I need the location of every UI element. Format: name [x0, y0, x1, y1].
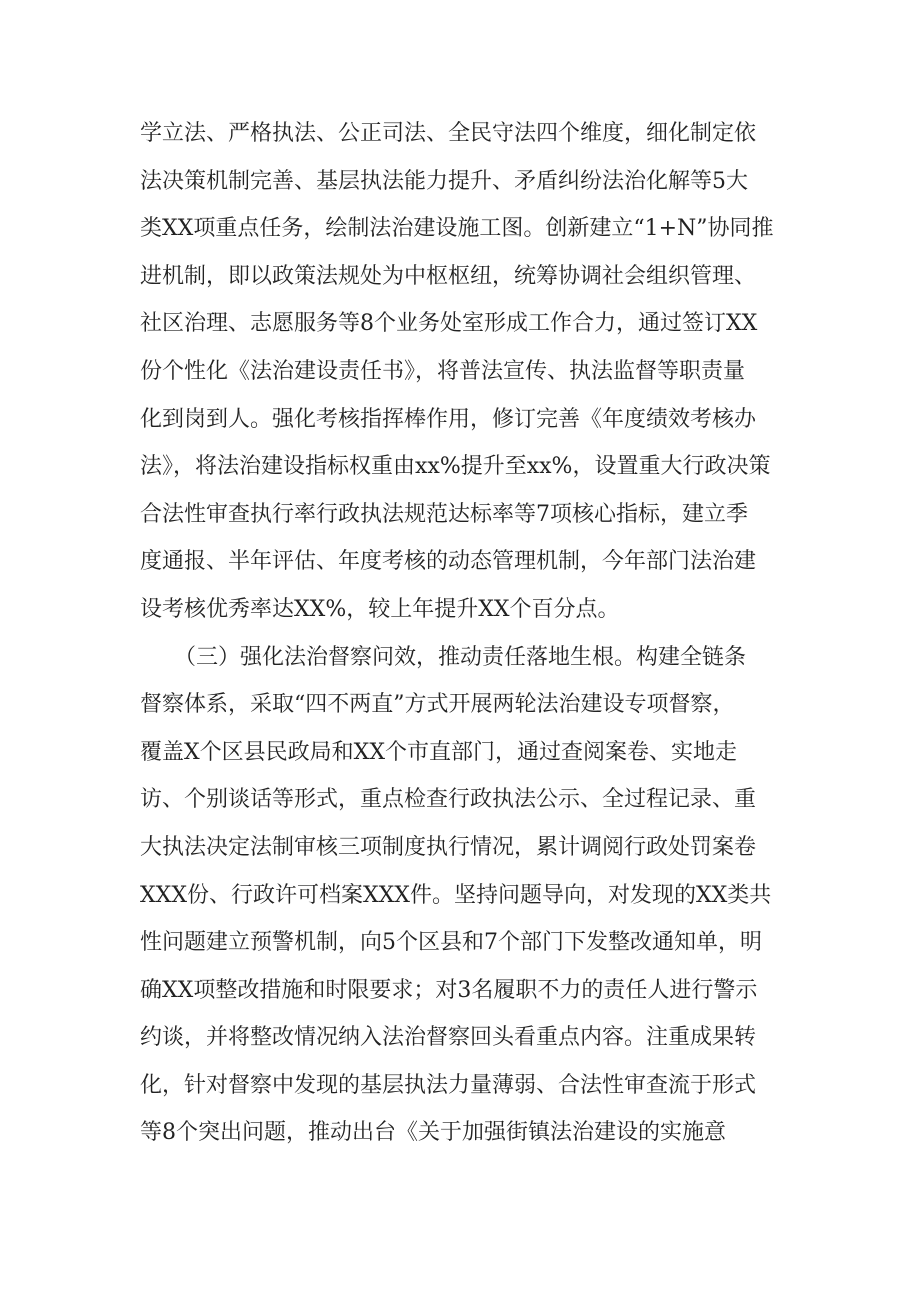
- text-line: XXX份、行政许可档案XXX件。坚持问题导向，对发现的XX类共: [140, 882, 772, 908]
- text-line: 份个性化《法治建设责任书》，将普法宣传、执法监督等职责量: [140, 358, 746, 384]
- text-line: 访、个别谈话等形式，重点检查行政执法公示、全过程记录、重: [140, 787, 757, 813]
- text-line: 类XX项重点任务，绘制法治建设施工图。创新建立“1+N”协同推: [140, 216, 774, 242]
- text-line: 约谈，并将整改情况纳入法治督察回头看重点内容。注重成果转: [140, 1025, 757, 1051]
- section-heading-line: （三）强化法治督察问效，推动责任落地生根。构建全链条: [174, 644, 747, 670]
- text-line: 等8个突出问题，推动出台《关于加强街镇法治建设的实施意: [140, 1120, 726, 1146]
- text-line: 社区治理、志愿服务等8个业务处室形成工作合力，通过签订XX: [140, 311, 758, 337]
- text-line: 督察体系，采取“四不两直”方式开展两轮法治建设专项督察，: [140, 692, 735, 718]
- text-line: 覆盖X个区县民政局和XX个市直部门，通过查阅案卷、实地走: [140, 739, 737, 765]
- text-line: 度通报、半年评估、年度考核的动态管理机制，今年部门法治建: [140, 549, 757, 575]
- text-line: 进机制，即以政策法规处为中枢枢纽，统筹协调社会组织管理、: [140, 263, 757, 289]
- text-line: 合法性审查执行率行政执法规范达标率等7项核心指标，建立季: [140, 501, 748, 527]
- body-text: [140, 110, 792, 1157]
- text-line: 确XX项整改措施和时限要求；对3名履职不力的责任人进行警示: [140, 977, 758, 1003]
- text-line: 设考核优秀率达XX%，较上年提升XX个百分点。: [140, 596, 620, 622]
- text-line: 法》，将法治建设指标权重由xx%提升至xx%，设置重大行政决策: [140, 454, 771, 480]
- text-line: 大执法决定法制审核三项制度执行情况，累计调阅行政处罚案卷: [140, 834, 757, 860]
- text-line: 性问题建立预警机制，向5个区县和7个部门下发整改通知单，明: [140, 930, 762, 956]
- text-line: 学立法、严格执法、公正司法、全民守法四个维度，细化制定依: [140, 121, 757, 146]
- text-line: 化到岗到人。强化考核指挥棒作用，修订完善《年度绩效考核办: [140, 406, 757, 432]
- text-line: 化，针对督察中发现的基层执法力量薄弱、合法性审查流于形式: [140, 1072, 757, 1098]
- text-line: 法决策机制完善、基层执法能力提升、矛盾纠纷法治化解等5大: [140, 168, 748, 194]
